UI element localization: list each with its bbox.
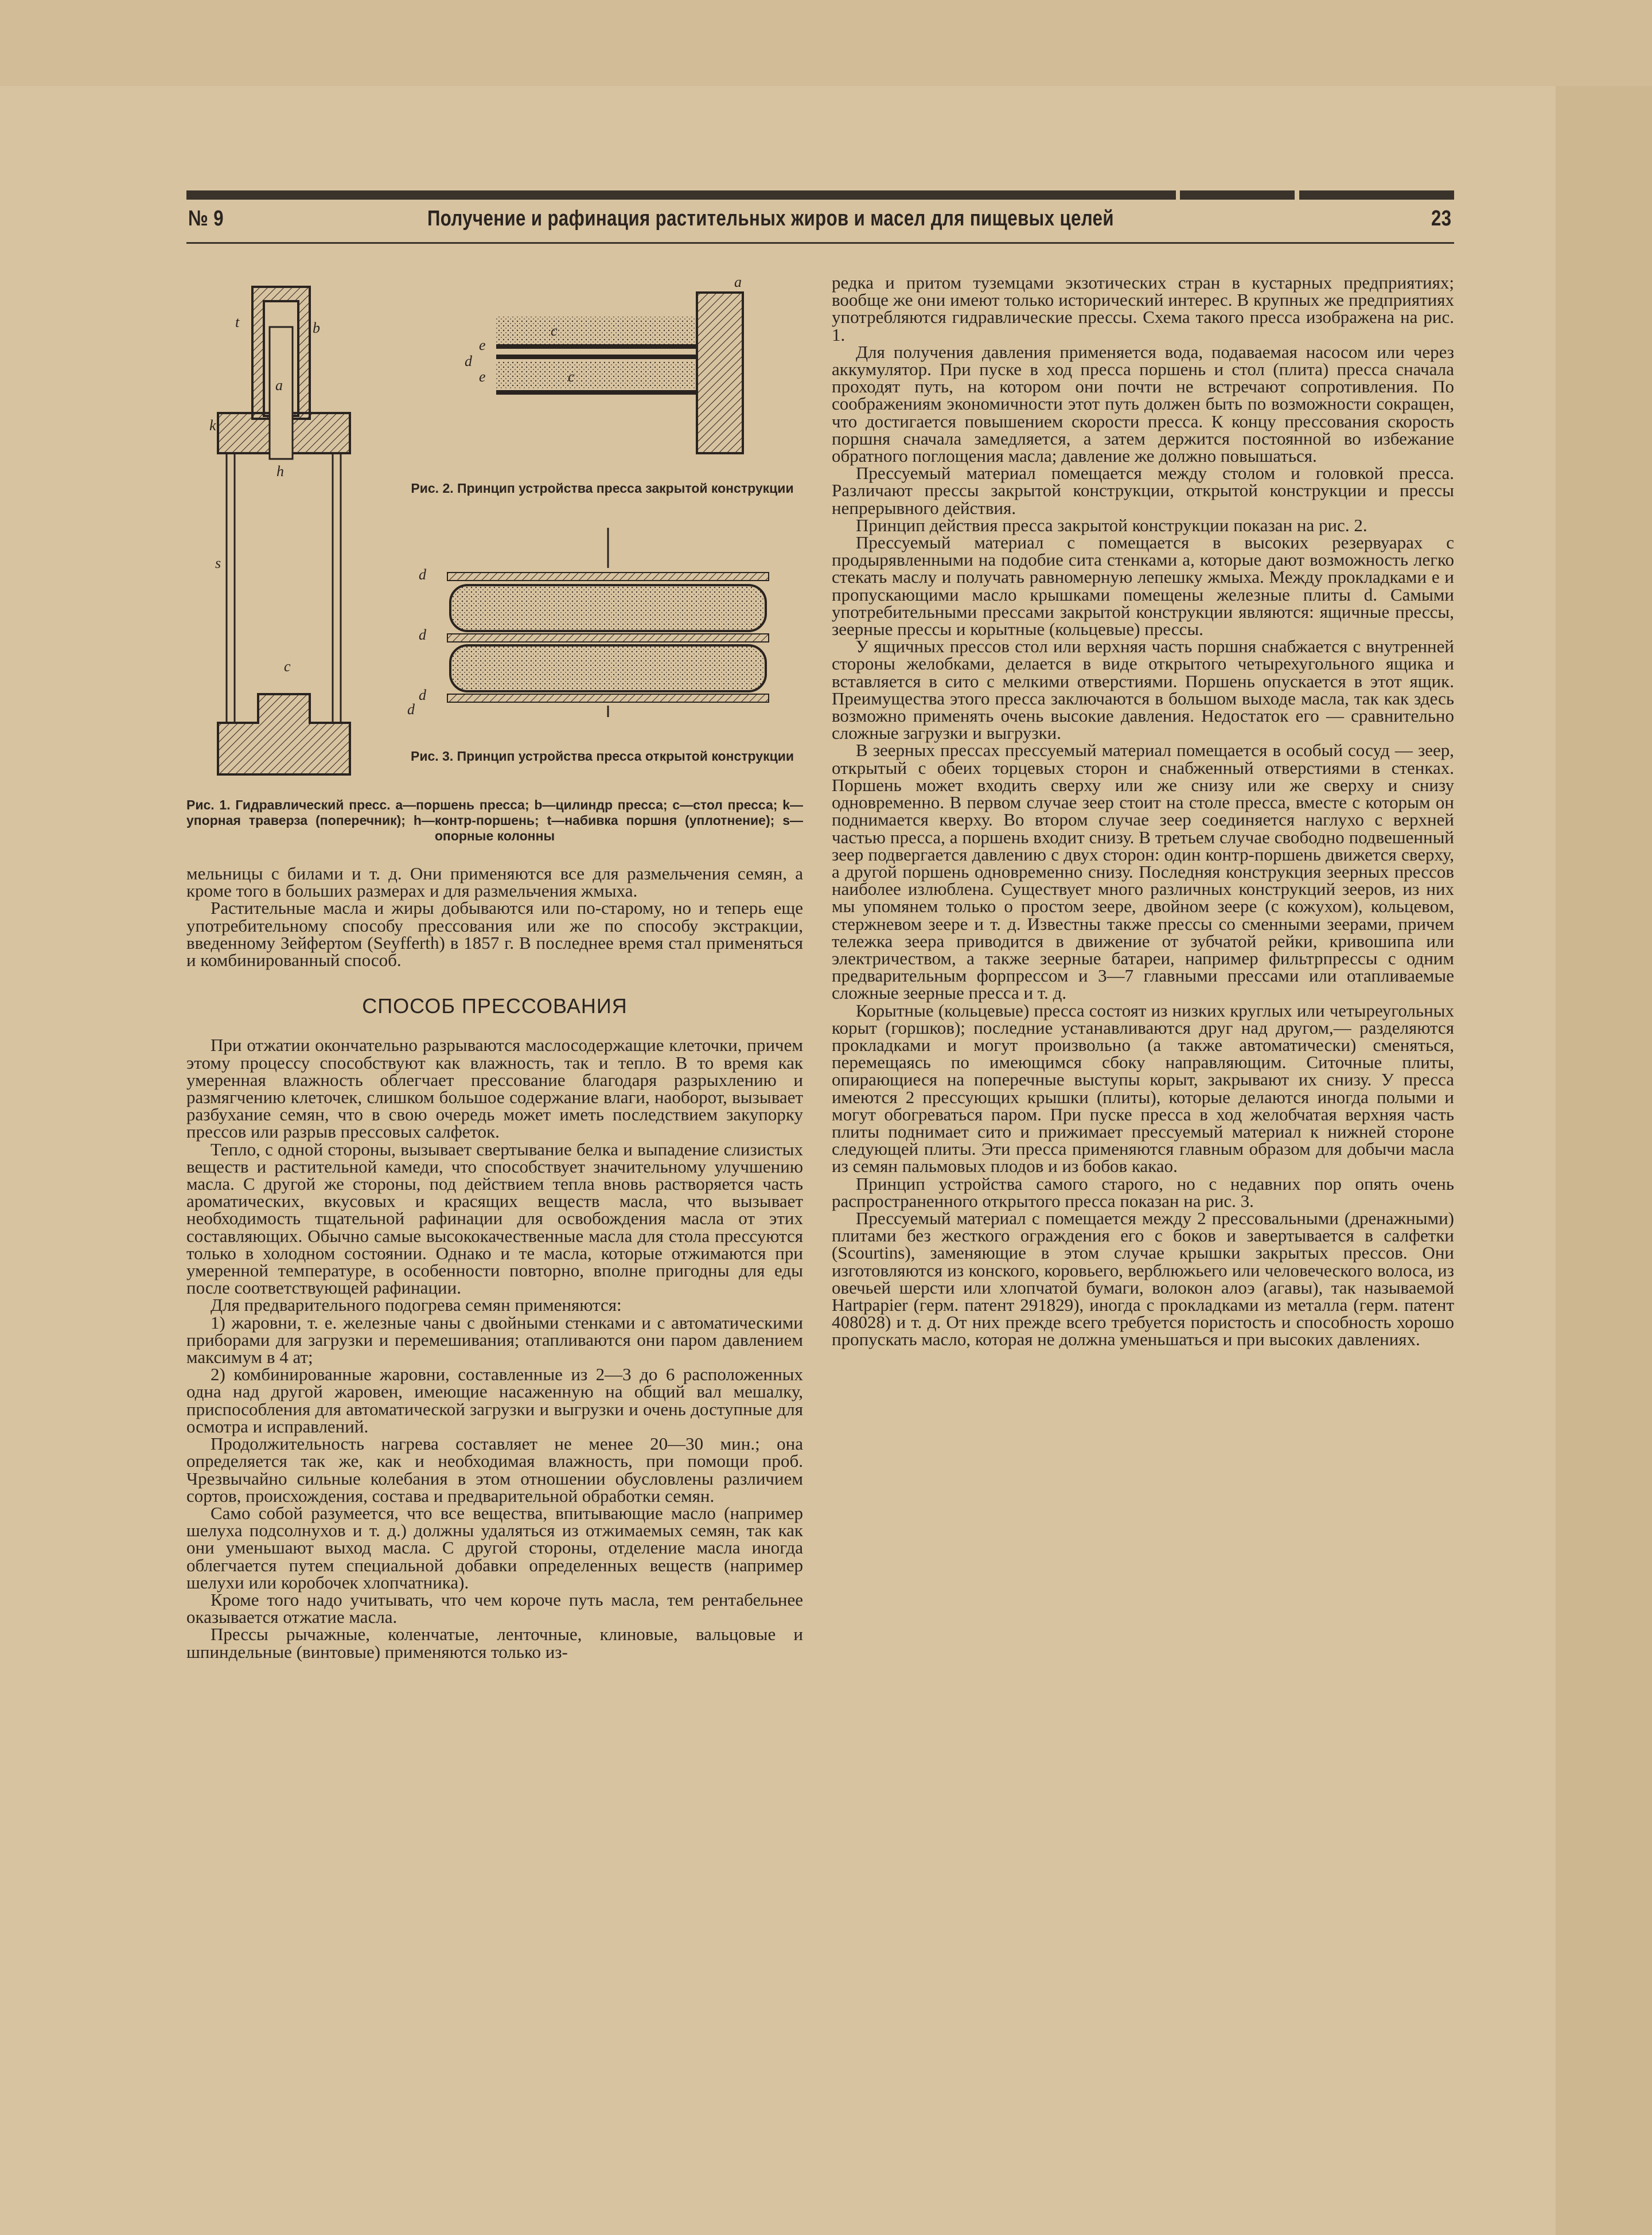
previous-page-edge bbox=[0, 0, 1652, 86]
paragraph: Принцип устройства самого старого, но с недавних пор опять очень распространенного открытого пресса показан на рис. 3. bbox=[832, 1173, 1454, 1211]
figure-2-caption: Рис. 2. Принцип устройства пресса закрытой конструкции bbox=[411, 481, 794, 496]
paragraph: Тепло, с одной стороны, вызывает свертывание белка и выпадение слизистых веществ и растительной камеди, что способствует значительному улучшению масла. С другой же стороны, под действием тепла вновь растворяется часть ароматических, вкусовых и красящих веществ масла, что вызывает необходимость тщательной рафинации для освобождения масла от этих составляющих. Обычно самые высококачественные масла для стола прессуются только в холодном состоянии. Однако и те масла, которые отжимаются при умеренной температуре, в особенности повторно, вполне пригодны для еды после соответствующей рафинации. bbox=[186, 1139, 803, 1298]
header-underline bbox=[186, 242, 1454, 244]
fig1-label: k bbox=[209, 417, 216, 434]
paragraph: Растительные масла и жиры добываются или по-старому, но и теперь еще употребительному способу прессования или же по способу экстракции, введенному Зейфертом (Seyfferth) в 1857 г. В последнее время стал применяться и комбинированный способ. bbox=[186, 898, 803, 971]
figure-1-caption: Рис. 1. Гидравлический пресс. a—поршень пресса; b—цилиндр пресса; c—стол пресса; k—упорная траверза (поперечник); h—контр-поршень; t—набивка поршня (уплотнение); s—опорные колонны bbox=[186, 797, 803, 843]
paragraph: В зеерных прессах прессуемый материал помещается в особый сосуд — зеер, открытый с обеих торцевых сторон и снабженный отверстиями в стенках. Поршень может входить сверху или же снизу или же сверху и снизу одновременно. В первом случае зеер стоит на столе пресса, вместе с которым он поднимается кверху. Во втором случае зеер соединяется наглухо с верхней частью пресса, а поршень входит снизу. В третьем случае свободно подвешенный зеер подвергается давлению с двух сторон: один контр-поршень движется сверху, а другой поршень одновременно снизу. Последняя конструкция зеерных прессов наиболее излюблена. Существует много различных конструкций зееров, из них мы упомянем только о простом зеере, двойном зеере (с кожухом), кольцевом, стержневом зеере и т. д. Известны также прессы со сменными зеерами, причем тележка зеера приводится в движение от зубчатой рейки, кривошипа или электричеством, а также зеерные батареи, например фильтрпрессы с одним предварительным форпрессом и 3—7 главными прессами или отапливаемые сложные зеерные пресса и т. д. bbox=[832, 740, 1454, 1003]
paragraph: При отжатии окончательно разрываются маслосодержащие клеточки, причем этому процессу способствуют как влажность, так и тепло. В то время как умеренная влажность облегчает прессование благодаря разрыхлению и размягчению клеточек, слишком большое содержание влаги, наоборот, вызывает разбухание семян, что в свою очередь может иметь последствием закупорку прессов или разрыв прессовых салфеток. bbox=[186, 1035, 803, 1142]
fig1-label: t bbox=[235, 314, 240, 330]
fig1-label: s bbox=[215, 555, 221, 571]
right-column bbox=[832, 274, 1454, 1349]
paragraph: Для получения давления применяется вода, подаваемая насосом или через аккумулятор. При пуске в ход пресса поршень и стол (плита) пресса сначала проходят путь, на котором они почти не встречают сопротивления. По соображениям экономичности этот путь должен быть по возможности сокращен, что достигается повышением скорости пресса. К концу прессования скорость поршня сначала замедляется, а затем держится постоянной во избежание обратного поглощения масла; давление же должно повышаться. bbox=[832, 341, 1454, 466]
fig1-label: h bbox=[276, 463, 284, 480]
fig1-label: c bbox=[284, 658, 291, 675]
figure-3-caption: Рис. 3. Принцип устройства пресса открытой конструкции bbox=[410, 749, 794, 764]
section-heading: СПОСОБ ПРЕССОВАНИЯ bbox=[362, 994, 628, 1018]
fig1-label: a bbox=[275, 377, 283, 394]
header-rule bbox=[186, 190, 1176, 200]
figure-3-open-press bbox=[402, 522, 780, 717]
paragraph: Прессуемый материал c помещается между 2 прессовальными (дренажными) плитами без жесткого ограждения его с боков и завертывается в салфетки (Scourtins), заменяющие в этом случае крышки закрытых прессов. Они изготовляются из конского, коровьего, верблюжьего или человеческого волоса, из овечьей шерсти или хлопчатой бумаги, волокон алоэ (агавы), так называемой Hartpapier (герм. патент 291829), иногда с прокладками из металла (герм. патент 408028) и т. д. От них прежде всего требуется пористость и способность хорошо пропускать масло, которая не должна уменьшаться и при высоких давлениях. bbox=[832, 1208, 1454, 1350]
fig3-label: d bbox=[407, 701, 415, 717]
paragraph: Прессы рычажные, коленчатые, ленточные, клиновые, вальцовые и шпиндельные (винтовые) применяются только из- bbox=[186, 1624, 803, 1662]
page-number: 23 bbox=[1431, 207, 1452, 231]
paragraph: Продолжительность нагрева составляет не менее 20—30 мин.; она определяется так же, как и необходимая влажность, при помощи проб. Чрезвычайно сильные колебания в этом отношении обусловлены различием сортов, происхождения, состава и предварительной обработки семян. bbox=[186, 1434, 803, 1506]
fig2-label: c bbox=[568, 368, 575, 385]
paragraph: Корытные (кольцевые) пресса состоят из низких круглых или четыреугольных корыт (горшков); последние устанавливаются друг над другом,— разделяются прокладками и могут произвольно (а также автоматически) сменяться, перемещаясь по имеющимся сбоку направляющим. Ситочные плиты, опирающиеся на поперечные выступы корыт, закрывают их снизу. У пресса имеются 2 прессующих крышки (плиты), которые делаются иногда полыми и могут обогреваться паром. При пуске пресса в ход желобчатая верхняя часть плиты поднимает сито и прижимает прессуемый материал к нижней стороне следующей плиты. Эти пресса применяются главным образом для добычи масла из семян пальмовых плодов и из бобов какао. bbox=[832, 1000, 1454, 1177]
fig1-label: b bbox=[313, 320, 320, 336]
fig3-label: d bbox=[419, 566, 426, 583]
header-rule bbox=[1299, 190, 1454, 200]
paragraph: Кроме того надо учитывать, что чем короче путь масла, тем рентабельнее оказывается отжатие масла. bbox=[186, 1589, 803, 1627]
header-rule bbox=[1180, 190, 1295, 200]
paragraph: редка и притом туземцами экзотических стран в кустарных предприятиях; вообще же они имеют только исторический интерес. В крупных же предприятиях употребляются гидравлические прессы. Схема такого пресса изображена на рис. 1. bbox=[832, 272, 1454, 345]
issue-number: № 9 bbox=[188, 207, 224, 231]
paragraph: Прессуемый материал помещается между столом и головкой пресса. Различают прессы закрытой конструкции, открытой конструкции и прессы непрерывного действия. bbox=[832, 463, 1454, 518]
fig2-label: e bbox=[479, 368, 486, 385]
paragraph: У ящичных прессов стол или верхняя часть поршня снабжается с внутренней стороны желобками, делается в виде открытого четырехугольного ящика и вставляется в сито с мелкими отверстиями. Поршень опускается в этот ящик. Преимущества этого пресса заключаются в большом выходе масла, так как здесь возможно применять очень высокие давления. Недостаток его — сравнительно сложные загрузки и выгрузки. bbox=[832, 636, 1454, 743]
fig2-label: a bbox=[734, 274, 742, 290]
fig3-label: d bbox=[419, 687, 426, 703]
paragraph: 1) жаровни, т. е. железные чаны с двойными стенками и с автоматическими приборами для загрузки и перемешивания; отапливаются они паром давлением максимум в 4 ат; bbox=[186, 1312, 803, 1368]
paragraph: мельницы с билами и т. д. Они применяются все для размельчения семян, а кроме того в больших размерах и для размельчения жмыха. bbox=[186, 863, 803, 901]
fig3-label: d bbox=[419, 626, 426, 643]
fig2-label: e bbox=[479, 337, 486, 353]
paragraph: Прессуемый материал c помещается в высоких резервуарах с продырявленными на подобие сита стенками a, которые дают возможность легко стекать маслу и получать равномерную лепешку жмыха. Между прокладками e и пропускающими масло крышками помещены железные плиты d. Самыми употребительными прессами закрытой конструкции являются: ящичные прессы, зеерные прессы и корытные (кольцевые) прессы. bbox=[832, 532, 1454, 640]
fig2-label: c bbox=[551, 322, 558, 339]
paragraph: Для предварительного подогрева семян применяются: bbox=[211, 1295, 622, 1315]
fig2-label: d bbox=[465, 353, 472, 369]
left-column bbox=[186, 865, 803, 1661]
running-title: Получение и рафинация растительных жиров и масел для пищевых целей bbox=[427, 207, 1114, 231]
paragraph: Принцип действия пресса закрытой конструкции показан на рис. 2. bbox=[856, 515, 1367, 535]
figure-1-hydraulic-press bbox=[206, 275, 367, 792]
figure-2-closed-press bbox=[447, 270, 757, 476]
paragraph: 2) комбинированные жаровни, составленные из 2—3 до 6 расположенных одна над другой жаровен, имеющие насаженную на общий вал мешалку, приспособления для автоматической загрузки и выгрузки и очень доступные для осмотра и исправлений. bbox=[186, 1364, 803, 1436]
paragraph: Само собой разумеется, что все вещества, впитывающие масло (например шелуха подсолнухов и т. д.) должны удаляться из отжимаемых семян, так как они уменьшают выход масла. С другой стороны, отделение масла иногда облегчается путем специальной добавки определенных веществ (например шелухи или коробочек хлопчатника). bbox=[186, 1502, 803, 1592]
